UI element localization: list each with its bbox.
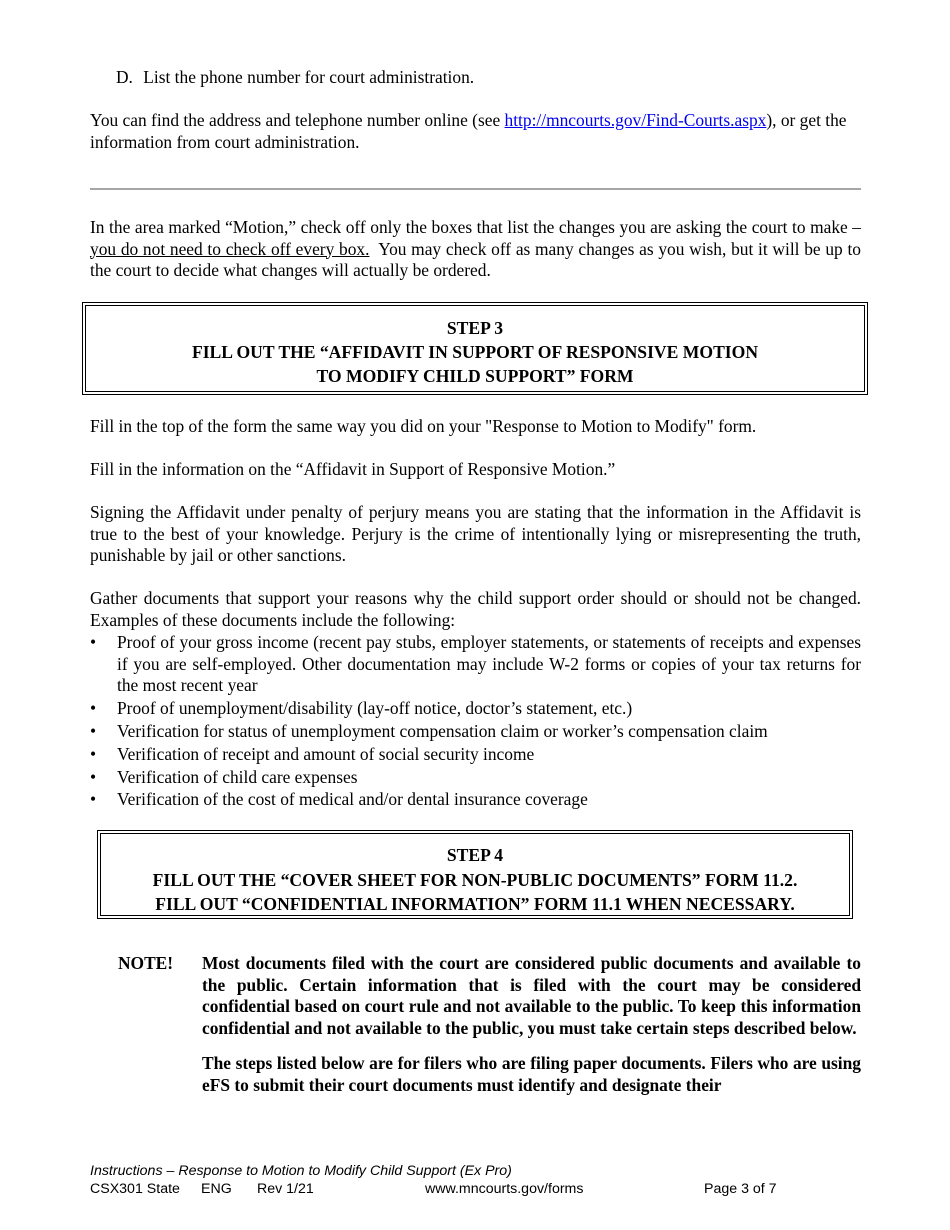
horizontal-divider xyxy=(90,188,861,190)
bullet-icon: • xyxy=(90,743,97,764)
note-paragraph-1: Most documents filed with the court are considered public documents and available to the public. Certain information that is filed with the court may be considered confidential based on court rule and not available to the public. To keep this information confidential and not available to the public, you must take certain steps described below. xyxy=(202,953,861,1038)
bullet-icon: • xyxy=(90,697,97,718)
motion-underlined-text: you do not need to check off every box. xyxy=(90,238,370,259)
note-block xyxy=(118,953,861,1110)
footer-revision: Rev 1/21 xyxy=(257,1181,314,1197)
page-footer xyxy=(90,1162,861,1198)
note-body xyxy=(202,953,861,1096)
footer-form-code: CSX301 State xyxy=(90,1181,180,1197)
step4-line2: FILL OUT THE “COVER SHEET FOR NON-PUBLIC DOCUMENTS” FORM 11.2. xyxy=(152,869,798,890)
motion-text-before: In the area marked “Motion,” check off only the boxes that list the changes you are asking the court to make – xyxy=(90,217,861,237)
list-item-d xyxy=(116,67,876,89)
list-item xyxy=(90,767,861,789)
documents-list xyxy=(90,632,861,812)
list-item-text: Verification of receipt and amount of social security income xyxy=(117,743,535,764)
list-item xyxy=(90,789,861,811)
find-info-text-before: You can find the address and telephone number online (see xyxy=(90,110,505,130)
bullet-icon: • xyxy=(90,632,97,652)
step3-line2: FILL OUT THE “AFFIDAVIT IN SUPPORT OF RESPONSIVE MOTION xyxy=(191,342,759,362)
bullet-icon: • xyxy=(90,766,97,787)
gather-paragraph: Gather documents that support your reasons why the child support order should or should not be changed. Examples of these documents include the following: xyxy=(90,588,861,630)
list-item xyxy=(90,721,861,743)
step4-line3: FILL OUT “CONFIDENTIAL INFORMATION” FORM 11.1 WHEN NECESSARY. xyxy=(155,894,795,914)
find-courts-link[interactable]: http://mncourts.gov/Find-Courts.aspx xyxy=(504,110,767,130)
footer-meta-row xyxy=(90,1180,861,1198)
footer-language: ENG xyxy=(201,1181,232,1197)
fill-top-paragraph: Fill in the top of the form the same way you did on your "Response to Motion to Modify" form. xyxy=(90,416,757,436)
list-item-text: Proof of your gross income (recent pay stubs, employer statements, or statements of receipts and expenses if you are self-employed. Other documentation may include W-2 forms or copies of your tax returns for the most recent year xyxy=(117,632,861,695)
list-item xyxy=(90,744,861,766)
step4-box xyxy=(97,830,853,919)
list-item-text: Verification for status of unemployment compensation claim or worker’s compensation claim xyxy=(117,720,768,741)
note-paragraph-2: The steps listed below are for filers who are filing paper documents. Filers who are using eFS to submit their court documents must identify and designate their xyxy=(202,1053,861,1095)
step3-title: STEP 3 xyxy=(446,318,504,338)
bullet-icon: • xyxy=(90,789,97,810)
fill-info-paragraph: Fill in the information on the “Affidavit in Support of Responsive Motion.” xyxy=(90,459,616,479)
footer-website: www.mncourts.gov/forms xyxy=(425,1181,584,1197)
list-item-text: Verification of child care expenses xyxy=(117,766,358,787)
list-item-text: Verification of the cost of medical and/or dental insurance coverage xyxy=(117,789,588,810)
list-item xyxy=(90,698,861,720)
step4-title: STEP 4 xyxy=(446,845,504,865)
motion-text-after: You may check off as many changes as you wish, but it will be up to the court to decide what changes will actually be ordered. xyxy=(90,238,866,280)
find-info-paragraph xyxy=(90,110,861,153)
list-item-text: List the phone number for court administration. xyxy=(143,67,475,87)
list-item-letter: D. xyxy=(116,67,133,87)
bullet-icon: • xyxy=(90,720,97,741)
step3-line3: TO MODIFY CHILD SUPPORT” FORM xyxy=(316,366,634,386)
signing-paragraph: Signing the Affidavit under penalty of perjury means you are stating that the information in the Affidavit is true to the best of your knowledge. Perjury is the crime of intentionally lying or misrepresenting the truth, punishable by jail or other sanctions. xyxy=(90,502,861,565)
note-label: NOTE! xyxy=(118,953,174,973)
find-info-text-after: ), or get the information from court administration. xyxy=(90,110,847,152)
list-item-text: Proof of unemployment/disability (lay-off notice, doctor’s statement, etc.) xyxy=(117,697,633,718)
footer-title: Instructions – Response to Motion to Modify Child Support (Ex Pro) xyxy=(90,1163,512,1179)
motion-paragraph xyxy=(90,217,866,282)
list-item xyxy=(90,632,861,697)
step3-box xyxy=(82,302,868,395)
footer-page-number: Page 3 of 7 xyxy=(704,1181,777,1197)
